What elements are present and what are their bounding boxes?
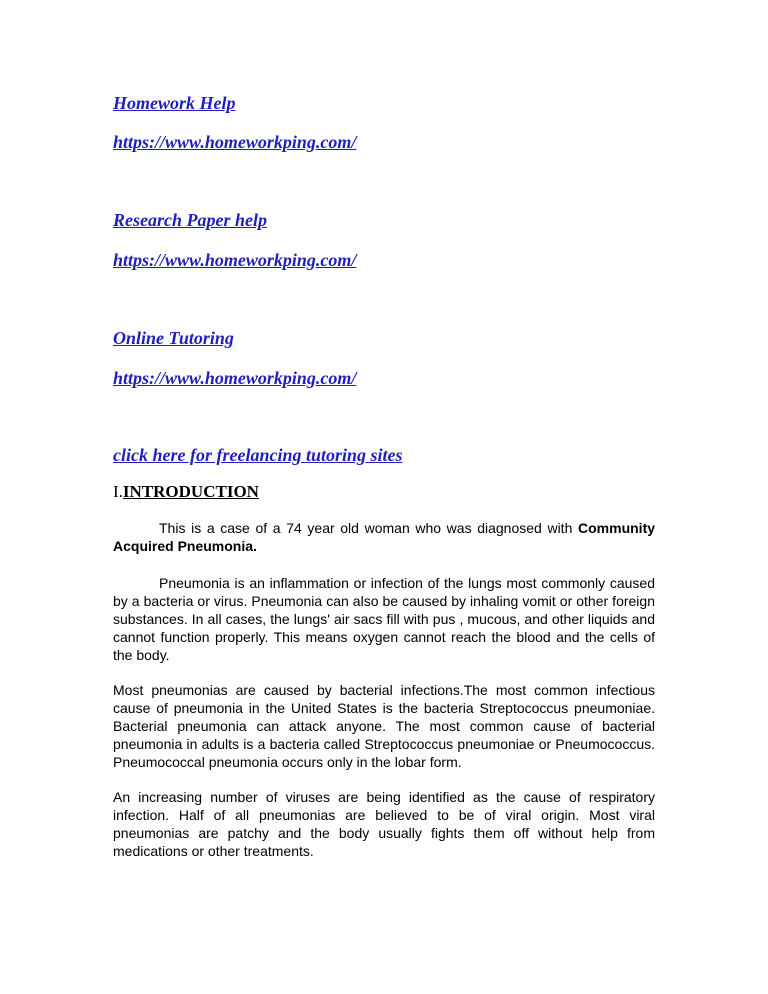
freelancing-tutoring-link[interactable]: click here for freelancing tutoring sites <box>113 445 403 465</box>
homework-help-link[interactable]: Homework Help <box>113 93 236 113</box>
intro-diagnosis: Community Acquired Pneumonia. <box>113 520 656 554</box>
bacterial-pneumonia-paragraph: Most pneumonias are caused by bacterial infections.The most common infectious cause of pneumonia in the United States is the bacteria Streptococcus pneumoniae. Bacterial pneumonia can attack anyone. The most common cause of bacterial pneumonia in adults is a bacteria called Streptococcus pneumoniae or Pneumococcus. Pneumococcal pneumonia occurs only in the lobar form. <box>113 682 655 770</box>
pneumonia-definition-paragraph: Pneumonia is an inflammation or infection of the lungs most commonly caused by a bacteria or virus. Pneumonia can also be caused by inhaling vomit or other foreign substances. In all cases, the lungs' air sacs fill with pus , mucous, and other liquids and cannot function properly. This means oxygen cannot reach the blood and the cells of the body. <box>113 575 655 663</box>
online-tutoring-link[interactable]: Online Tutoring <box>113 328 234 348</box>
viral-pneumonia-paragraph: An increasing number of viruses are being identified as the cause of respiratory infection. Half of all pneumonias are believed to be of viral origin. Most viral pneumonias are patchy and the body usually fights them off without help from medications or other treatments. <box>113 789 655 859</box>
section-heading <box>113 482 259 502</box>
intro-text: This is a case of a 74 year old woman who was diagnosed with <box>159 520 573 536</box>
section-number: I. <box>113 482 123 501</box>
section-title: INTRODUCTION <box>122 482 259 501</box>
intro-paragraph <box>113 519 655 555</box>
research-paper-url-link[interactable]: https://www.homeworkping.com/ <box>113 250 357 270</box>
research-paper-help-link[interactable]: Research Paper help <box>113 210 267 230</box>
online-tutoring-url-link[interactable]: https://www.homeworkping.com/ <box>113 368 357 388</box>
homework-help-url-link[interactable]: https://www.homeworkping.com/ <box>113 132 357 152</box>
